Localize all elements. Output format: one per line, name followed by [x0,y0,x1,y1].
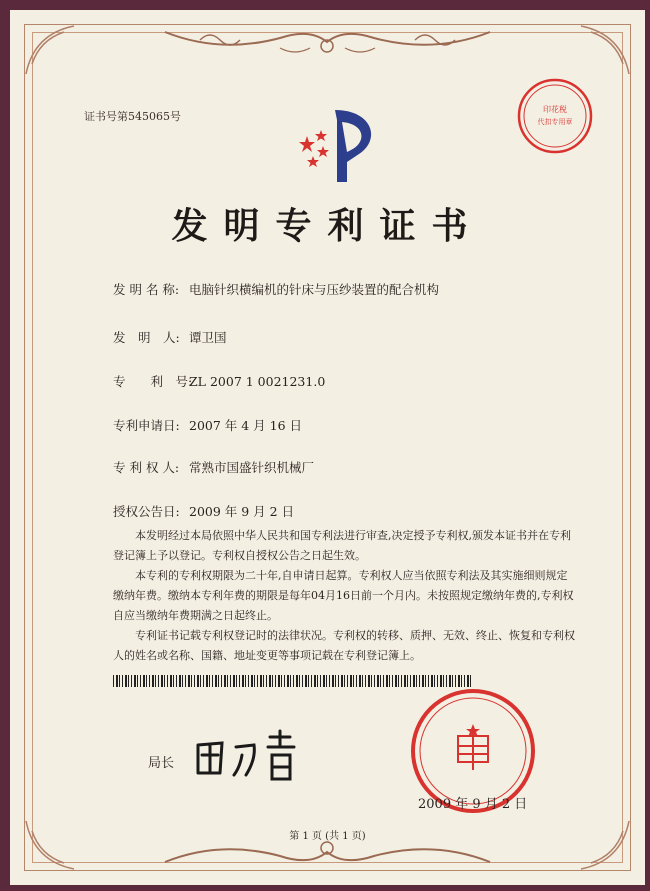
director-signature [190,725,310,785]
field-value: 电脑针织横编机的针床与压纱装置的配合机构 [189,282,440,297]
svg-text:印花税: 印花税 [543,105,567,114]
field-application-date [113,416,302,434]
field-label: 专利申请日: [113,418,180,433]
field-inventor [113,328,227,346]
field-invention-name [113,280,439,298]
body-paragraph: 本专利的专利权期限为二十年,自申请日起算。专利权人应当依照专利法及其实施细则规定缴纳年费。缴纳本专利年费的期限是每年04月16日前一个月内。未按照规定缴纳年费的,专利权自应当缴纳年费期满之日起终止。 [113,569,574,622]
issue-date: 2009 年 9 月 2 日 [418,797,528,812]
certificate-body [113,526,575,666]
svg-text:代扣专用章: 代扣专用章 [537,118,573,126]
field-label: 发 明 名 称: [113,282,180,297]
corner-ornament-tl [24,24,84,84]
top-ornament [160,24,495,64]
field-patent-number [113,372,325,390]
field-value: 常熟市国盛针织机械厂 [189,460,315,475]
tax-seal-icon [515,76,595,156]
body-paragraph: 本发明经过本局依照中华人民共和国专利法进行审查,决定授予专利权,颁发本证书并在专利登记簿上予以登记。专利权自授权公告之日起生效。 [113,529,571,562]
field-label: 专 利 号: [113,374,193,389]
sipo-logo-icon [295,106,385,186]
field-label: 授权公告日: [113,504,180,519]
field-value: 谭卫国 [189,330,227,345]
field-grant-date [113,502,294,520]
field-label: 专 利 权 人: [113,460,180,475]
field-value: 2009 年 9 月 2 日 [189,504,295,519]
field-label: 发 明 人: [113,330,180,345]
body-paragraph: 专利证书记载专利权登记时的法律状况。专利权的转移、质押、无效、终止、恢复和专利权人的姓名或名称、国籍、地址变更等事项记载在专利登记簿上。 [113,629,575,662]
page-number: 第 1 页 (共 1 页) [289,831,366,842]
director-label: 局长 [148,756,175,771]
field-value: ZL 2007 1 0021231.0 [189,374,326,389]
certificate-title: 发明专利证书 [171,205,484,247]
field-value: 2007 年 4 月 16 日 [189,418,303,433]
tax-seal [515,76,595,160]
certificate-page [10,10,645,885]
field-patentee [113,458,314,476]
corner-ornament-tr [571,24,631,84]
certificate-number: 证书号第545065号 [84,110,181,123]
